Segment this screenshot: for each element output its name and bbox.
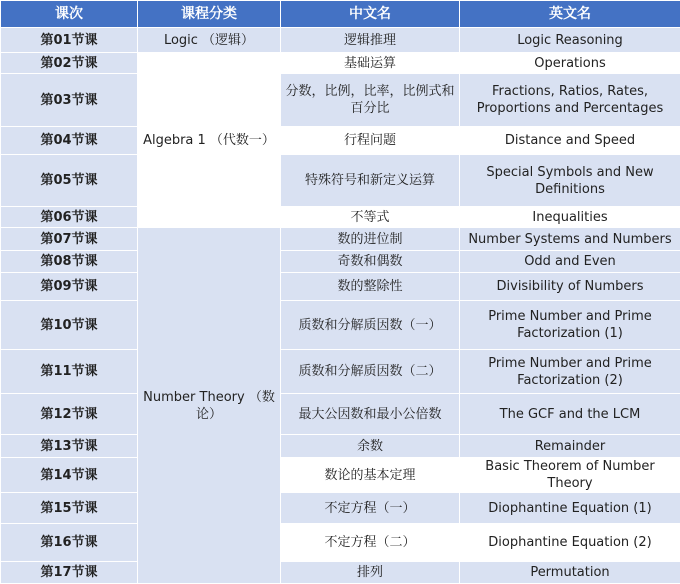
lesson-cell: 第04节课 [1,127,138,155]
chinese-name-cell: 奇数和偶数 [281,251,460,273]
lesson-cell: 第07节课 [1,228,138,251]
lesson-cell: 第02节课 [1,53,138,74]
table-row [1,394,680,435]
table-row [1,524,680,562]
category-number-theory: Number Theory （数论） [138,228,281,584]
lesson-cell: 第10节课 [1,301,138,350]
table-row [1,207,680,228]
chinese-name-cell: 逻辑推理 [281,28,460,53]
header-english-name: 英文名 [460,1,680,28]
table-row [1,251,680,273]
english-name-cell: Operations [460,53,680,74]
table-row [1,228,680,251]
chinese-name-cell: 基础运算 [281,53,460,74]
table-row [1,458,680,493]
lesson-cell: 第03节课 [1,74,138,127]
english-name-cell: Prime Number and Prime Factorization (1) [460,301,680,350]
english-name-cell: Basic Theorem of Number Theory [460,458,680,493]
english-name-cell: Permutation [460,562,680,584]
table-row [1,562,680,584]
english-name-cell: Distance and Speed [460,127,680,155]
english-name-cell: Number Systems and Numbers [460,228,680,251]
chinese-name-cell: 不定方程（一） [281,493,460,524]
english-name-cell: Diophantine Equation (1) [460,493,680,524]
chinese-name-cell: 不等式 [281,207,460,228]
chinese-name-cell: 质数和分解质因数（二） [281,350,460,394]
header-chinese-name: 中文名 [281,1,460,28]
table-row [1,350,680,394]
lesson-cell: 第05节课 [1,155,138,207]
lesson-cell: 第01节课 [1,28,138,53]
chinese-name-cell: 行程问题 [281,127,460,155]
lesson-cell: 第09节课 [1,273,138,301]
lesson-cell: 第11节课 [1,350,138,394]
table-row [1,493,680,524]
lesson-cell: 第13节课 [1,435,138,458]
category-algebra: Algebra 1 （代数一） [138,53,281,228]
table-row [1,155,680,207]
chinese-name-cell: 分数，比例，比率，比例式和百分比 [281,74,460,127]
english-name-cell: Special Symbols and New Definitions [460,155,680,207]
english-name-cell: Diophantine Equation (2) [460,524,680,562]
english-name-cell: Logic Reasoning [460,28,680,53]
english-name-cell: Divisibility of Numbers [460,273,680,301]
table-row [1,74,680,127]
table-row [1,301,680,350]
chinese-name-cell: 数论的基本定理 [281,458,460,493]
chinese-name-cell: 特殊符号和新定义运算 [281,155,460,207]
chinese-name-cell: 数的整除性 [281,273,460,301]
lesson-cell: 第16节课 [1,524,138,562]
chinese-name-cell: 余数 [281,435,460,458]
english-name-cell: Fractions, Ratios, Rates, Proportions and Percentages [460,74,680,127]
chinese-name-cell: 不定方程（二） [281,524,460,562]
english-name-cell: Prime Number and Prime Factorization (2) [460,350,680,394]
lesson-cell: 第17节课 [1,562,138,584]
category-logic: Logic （逻辑） [138,28,281,53]
lesson-cell: 第12节课 [1,394,138,435]
lesson-cell: 第06节课 [1,207,138,228]
lesson-cell: 第14节课 [1,458,138,493]
table-row [1,28,680,53]
lesson-cell: 第15节课 [1,493,138,524]
table-row [1,127,680,155]
english-name-cell: The GCF and the LCM [460,394,680,435]
chinese-name-cell: 排列 [281,562,460,584]
chinese-name-cell: 最大公因数和最小公倍数 [281,394,460,435]
english-name-cell: Remainder [460,435,680,458]
english-name-cell: Odd and Even [460,251,680,273]
table-row [1,435,680,458]
table-row [1,53,680,74]
table-row [1,273,680,301]
chinese-name-cell: 质数和分解质因数（一） [281,301,460,350]
lesson-cell: 第08节课 [1,251,138,273]
header-lesson: 课次 [1,1,138,28]
chinese-name-cell: 数的进位制 [281,228,460,251]
table-header-row [1,1,680,28]
english-name-cell: Inequalities [460,207,680,228]
header-category: 课程分类 [138,1,281,28]
